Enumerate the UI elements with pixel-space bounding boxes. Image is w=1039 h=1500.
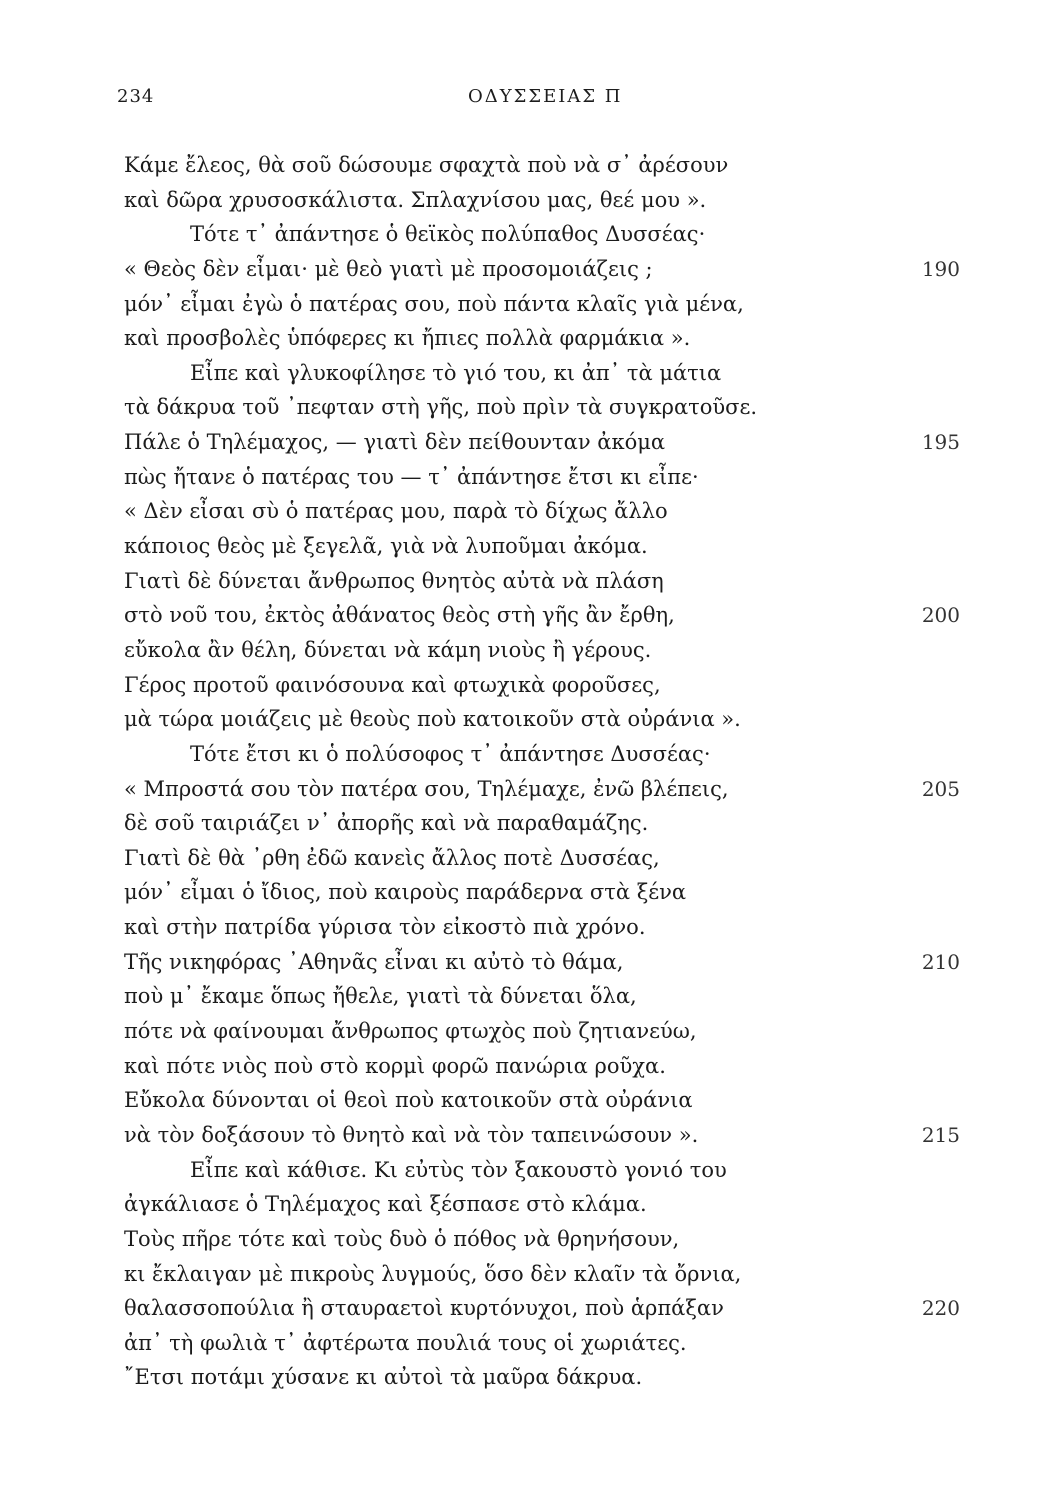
verse-line <box>0 183 1039 218</box>
verse-text: Πάλε ὁ Τηλέμαχος, — γιατὶ δὲν πείθουνταν ἀκόμα <box>124 430 666 455</box>
verse-text: Εἶπε καὶ γλυκοφίλησε τὸ γιό του, κι ἀπ᾽ τὰ μάτια <box>190 360 722 385</box>
line-number: 220 <box>921 1296 960 1321</box>
verse-line <box>0 425 1039 460</box>
verse-text: καὶ δῶρα χρυσοσκάλιστα. Σπλαχνίσου μας, θεέ μου ». <box>124 187 707 212</box>
verse-text: πότε νὰ φαίνουμαι ἄνθρωπος φτωχὸς ποὺ ζητιανεύω, <box>124 1019 697 1044</box>
verse-line <box>0 1222 1039 1257</box>
verse-text: Τοὺς πῆρε τότε καὶ τοὺς δυὸ ὁ πόθος νὰ θρηνήσουν, <box>124 1226 680 1251</box>
verse-text: Εὔκολα δύνονται οἱ θεοὶ ποὺ κατοικοῦν στὰ οὐράνια <box>124 1088 693 1113</box>
verse-line <box>0 1014 1039 1049</box>
verse-text: Γέρος προτοῦ φαινόσουνα καὶ φτωχικὰ φοροῦσες, <box>124 672 661 697</box>
page-number: 234 <box>117 86 155 107</box>
verse-text: τὰ δάκρυα τοῦ ᾽πεφταν στὴ γῆς, ποὺ πρὶν τὰ συγκρατοῦσε. <box>124 395 758 420</box>
line-number: 210 <box>921 949 960 974</box>
verse-line <box>0 1291 1039 1326</box>
verse-line <box>0 702 1039 737</box>
line-number: 190 <box>921 256 960 281</box>
verse-line <box>0 979 1039 1014</box>
verse-line <box>0 1257 1039 1292</box>
verse-line <box>0 633 1039 668</box>
verse-line <box>0 1326 1039 1361</box>
verse-text: εὔκολα ἂν θέλη, δύνεται νὰ κάμη νιοὺς ἢ γέρους. <box>124 637 652 662</box>
verse-line <box>0 806 1039 841</box>
verse-text: μόν᾽ εἶμαι ἐγὼ ὁ πατέρας σου, ποὺ πάντα κλαῖς γιὰ μένα, <box>124 291 744 316</box>
verse-line <box>0 494 1039 529</box>
verse-line <box>0 460 1039 495</box>
verse-line <box>0 148 1039 183</box>
verse-line <box>0 1083 1039 1118</box>
verse-line <box>0 910 1039 945</box>
verse-block <box>0 148 1039 1395</box>
verse-line <box>0 1360 1039 1395</box>
verse-text: Γιατὶ δὲ δύνεται ἄνθρωπος θνητὸς αὐτὰ νὰ πλάση <box>124 568 664 593</box>
line-number: 195 <box>921 430 960 455</box>
verse-line <box>0 217 1039 252</box>
verse-text: μὰ τώρα μοιάζεις μὲ θεοὺς ποὺ κατοικοῦν στὰ οὐράνια ». <box>124 707 741 732</box>
verse-line <box>0 668 1039 703</box>
verse-line <box>0 772 1039 807</box>
verse-text: ἀπ᾽ τὴ φωλιὰ τ᾽ ἀφτέρωτα πουλιά τους οἱ χωριάτες. <box>124 1330 687 1355</box>
verse-text: Τότε ἔτσι κι ὁ πολύσοφος τ᾽ ἀπάντησε Δυσσέας· <box>190 741 711 766</box>
line-number: 200 <box>921 603 960 628</box>
verse-text: Γιατὶ δὲ θὰ ᾽ρθη ἐδῶ κανεὶς ἄλλος ποτὲ Δυσσέας, <box>124 845 660 870</box>
verse-line <box>0 529 1039 564</box>
verse-text: ἀγκάλιασε ὁ Τηλέμαχος καὶ ξέσπασε στὸ κλάμα. <box>124 1192 647 1217</box>
verse-text: Τῆς νικηφόρας ᾽Αθηνᾶς εἶναι κι αὐτὸ τὸ θάμα, <box>124 949 624 974</box>
running-head: ΟΔΥΣΣΕΙΑΣ Π <box>468 86 623 107</box>
verse-line <box>0 287 1039 322</box>
line-number: 215 <box>921 1122 960 1147</box>
verse-line <box>0 321 1039 356</box>
verse-text: « Δὲν εἶσαι σὺ ὁ πατέρας μου, παρὰ τὸ δίχως ἄλλο <box>124 499 668 524</box>
verse-text: « Μπροστά σου τὸν πατέρα σου, Τηλέμαχε, ἐνῶ βλέπεις, <box>124 776 729 801</box>
verse-text: νὰ τὸν δοξάσουν τὸ θνητὸ καὶ νὰ τὸν ταπεινώσουν ». <box>124 1122 699 1147</box>
verse-text: κι ἔκλαιγαν μὲ πικροὺς λυγμούς, ὅσο δὲν κλαῖν τὰ ὄρνια, <box>124 1261 742 1286</box>
verse-line <box>0 1153 1039 1188</box>
verse-text: ῎Ετσι ποτάμι χύσανε κι αὐτοὶ τὰ μαῦρα δάκρυα. <box>124 1365 643 1390</box>
verse-line <box>0 598 1039 633</box>
verse-text: καὶ πότε νιὸς ποὺ στὸ κορμὶ φορῶ πανώρια ροῦχα. <box>124 1053 666 1078</box>
verse-line <box>0 875 1039 910</box>
verse-text: πὼς ἤτανε ὁ πατέρας του — τ᾽ ἀπάντησε ἔτσι κι εἶπε· <box>124 464 699 489</box>
verse-line <box>0 356 1039 391</box>
verse-line <box>0 945 1039 980</box>
verse-text: Εἶπε καὶ κάθισε. Κι εὐτὺς τὸν ξακουστὸ γονιό του <box>190 1157 727 1182</box>
line-number: 205 <box>921 776 960 801</box>
verse-text: καὶ στὴν πατρίδα γύρισα τὸν εἰκοστὸ πιὰ χρόνο. <box>124 915 646 940</box>
verse-text: « Θεὸς δὲν εἶμαι· μὲ θεὸ γιατὶ μὲ προσομοιάζεις ; <box>124 256 653 281</box>
verse-line <box>0 390 1039 425</box>
verse-text: Τότε τ᾽ ἀπάντησε ὁ θεϊκὸς πολύπαθος Δυσσέας· <box>190 222 706 247</box>
page-header <box>0 86 1039 116</box>
verse-text: θαλασσοπούλια ἢ σταυραετοὶ κυρτόνυχοι, ποὺ ἁρπάξαν <box>124 1296 724 1321</box>
verse-text: μόν᾽ εἶμαι ὁ ἴδιος, ποὺ καιροὺς παράδερνα στὰ ξένα <box>124 880 687 905</box>
verse-line <box>0 252 1039 287</box>
verse-line <box>0 564 1039 599</box>
verse-text: κάποιος θεὸς μὲ ξεγελᾶ, γιὰ νὰ λυποῦμαι ἀκόμα. <box>124 534 648 559</box>
verse-text: Κάμε ἔλεος, θὰ σοῦ δώσουμε σφαχτὰ ποὺ νὰ σ᾽ ἀρέσουν <box>124 153 729 177</box>
verse-text: στὸ νοῦ του, ἐκτὸς ἀθάνατος θεὸς στὴ γῆς ἂν ἔρθη, <box>124 603 675 628</box>
verse-line <box>0 841 1039 876</box>
verse-text: δὲ σοῦ ταιριάζει ν᾽ ἀπορῆς καὶ νὰ παραθαμάζης. <box>124 811 649 836</box>
verse-line <box>0 737 1039 772</box>
verse-text: καὶ προσβολὲς ὑπόφερες κι ἤπιες πολλὰ φαρμάκια ». <box>124 326 691 351</box>
verse-line <box>0 1187 1039 1222</box>
verse-line <box>0 1118 1039 1153</box>
verse-text: ποὺ μ᾽ ἔκαμε ὅπως ἤθελε, γιατὶ τὰ δύνεται ὅλα, <box>124 984 637 1009</box>
verse-line <box>0 1049 1039 1084</box>
